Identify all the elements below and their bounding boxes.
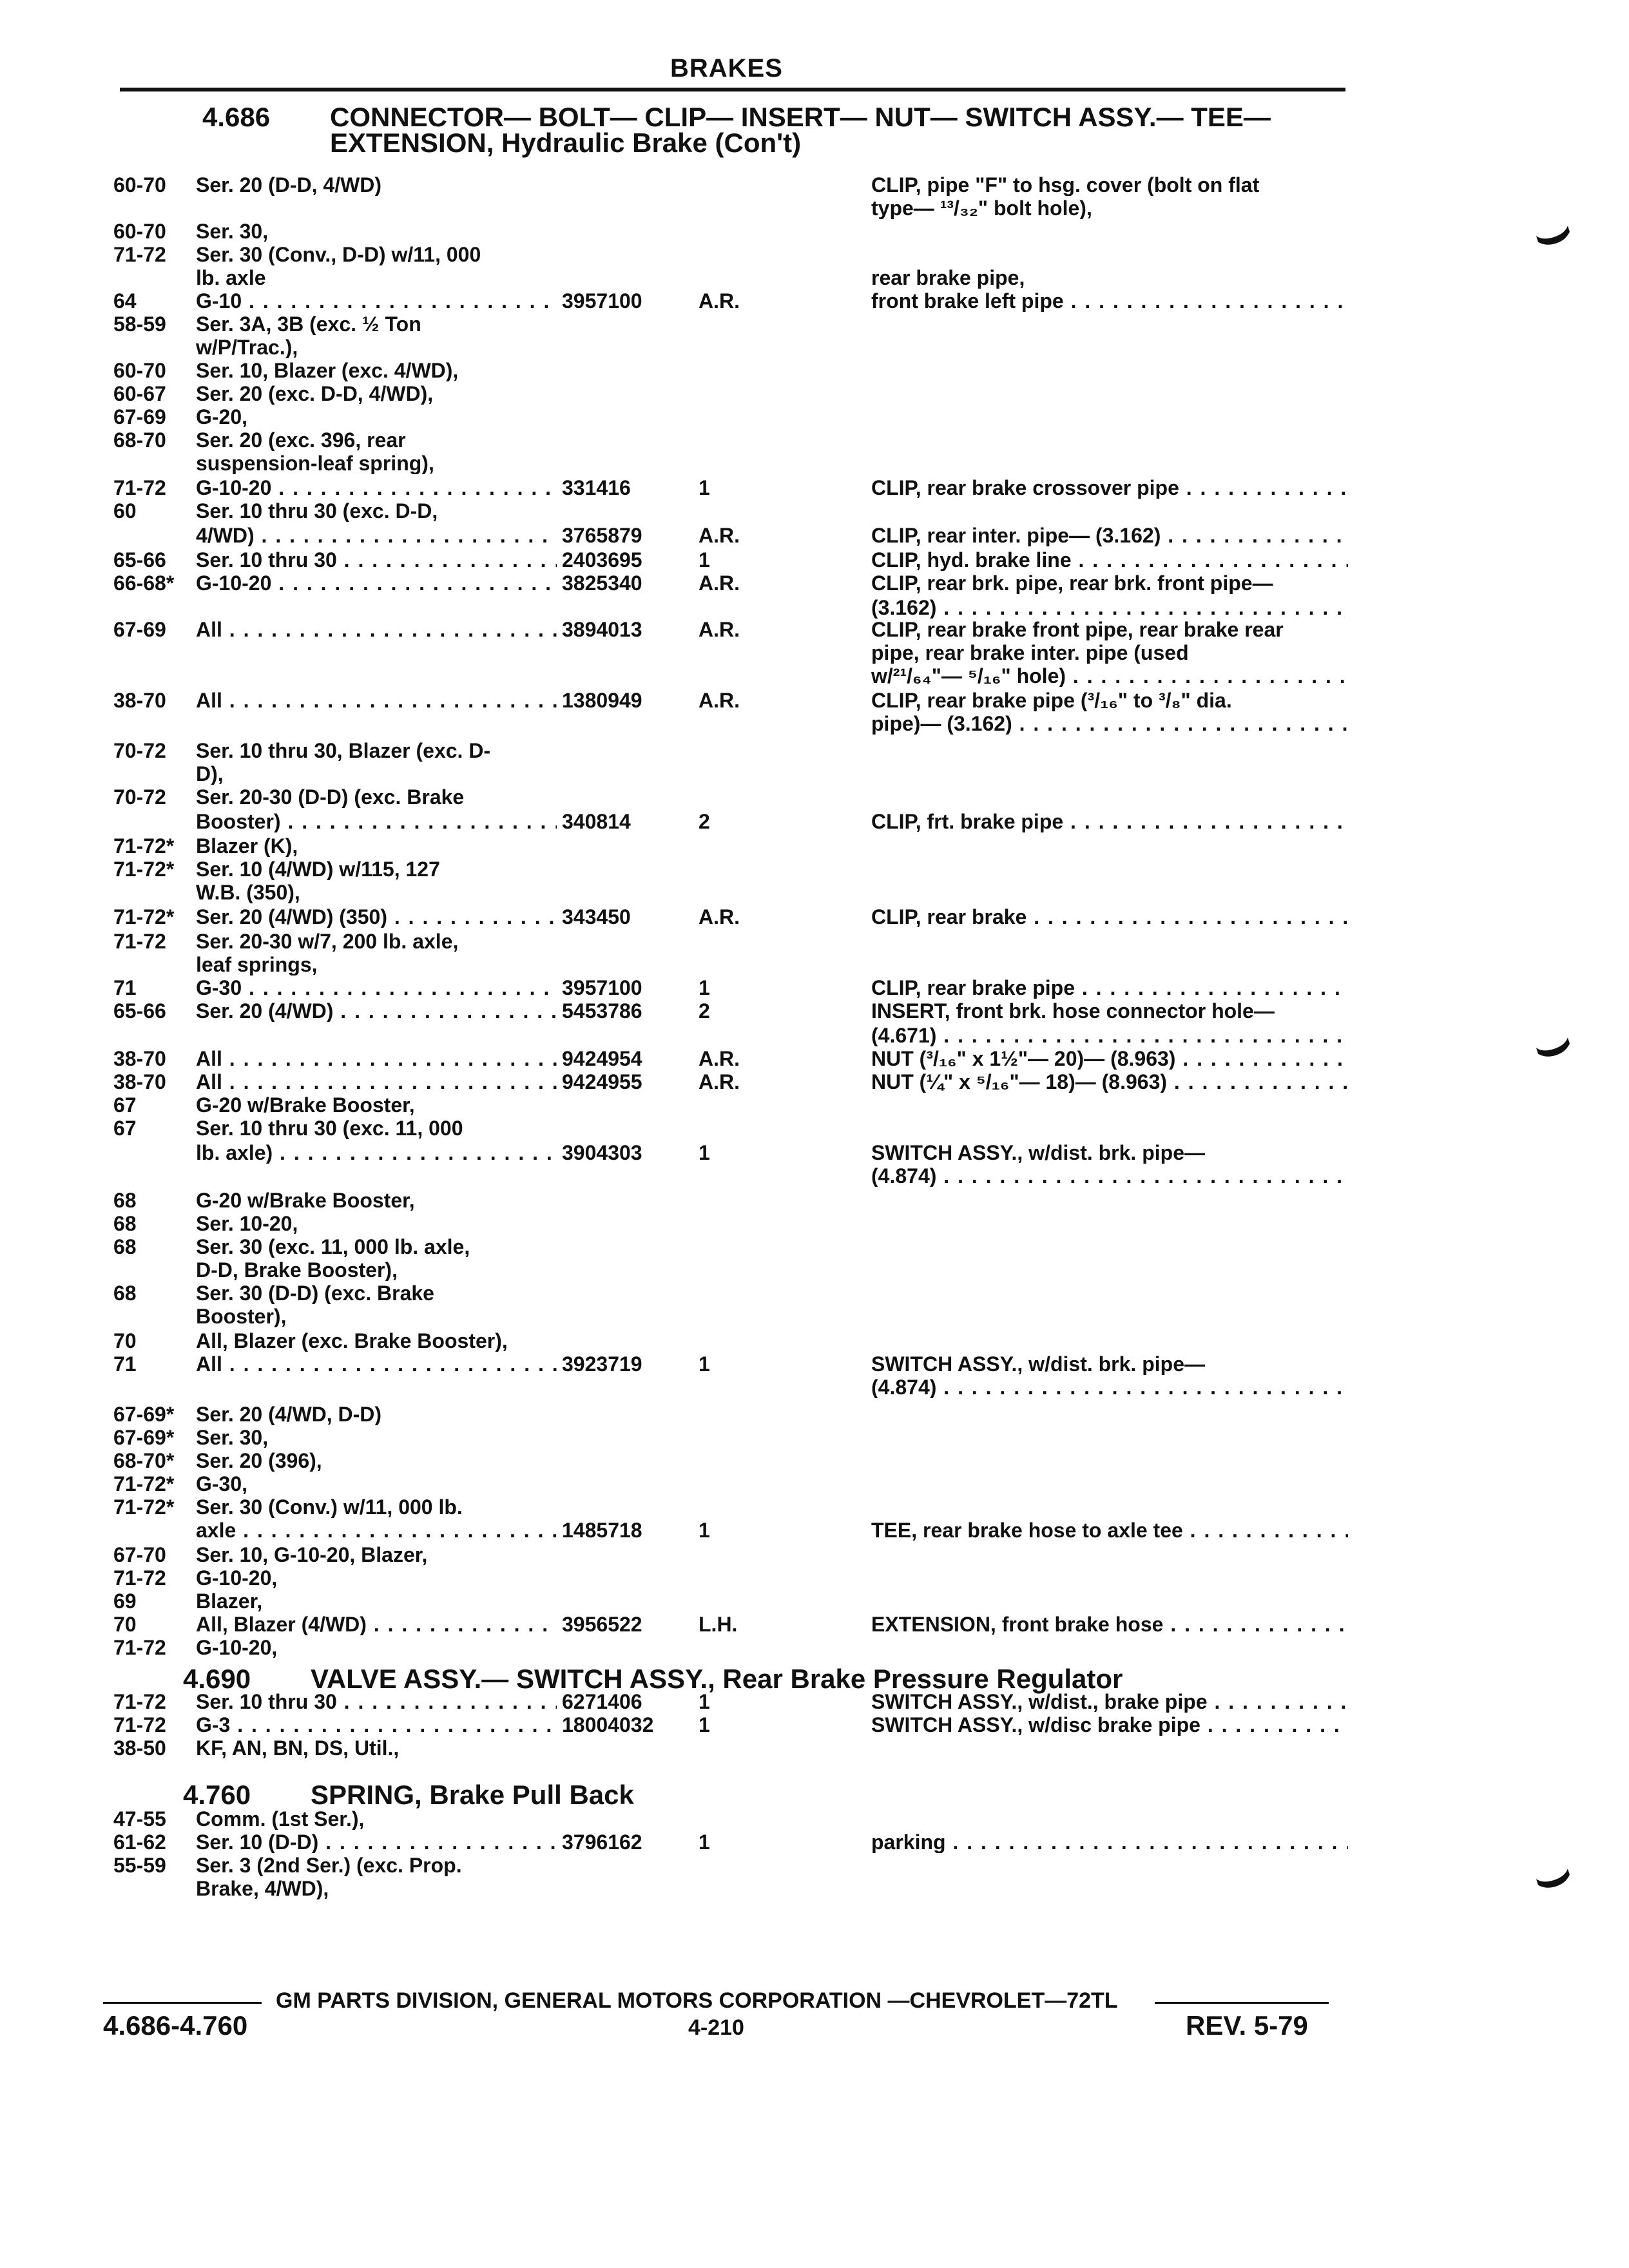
model-years: 71-72 — [113, 1636, 166, 1659]
quantity: L.H. — [699, 1613, 738, 1636]
application: D-D, Brake Booster), — [196, 1259, 398, 1281]
part-number: 1380949 — [562, 689, 642, 712]
application: Ser. 30 (exc. 11, 000 lb. axle, — [196, 1236, 470, 1258]
table-row — [0, 244, 1629, 265]
part-description: CLIP, rear inter. pipe— (3.162) . . . — [871, 524, 1348, 546]
table-row — [0, 763, 1629, 785]
quantity: 1 — [699, 1141, 710, 1164]
application: Ser. 10 thru 30, Blazer (exc. D- — [196, 740, 491, 762]
table-row — [0, 954, 1629, 975]
table-row — [0, 597, 1629, 619]
part-description: CLIP, hyd. brake line . . . — [871, 549, 1348, 571]
part-description: CLIP, rear brake . . . — [871, 906, 1348, 928]
part-description: (4.874) . . . — [871, 1376, 1348, 1398]
part-number: 3956522 — [562, 1613, 642, 1636]
part-description: CLIP, rear brake front pipe, rear brake rear — [871, 619, 1284, 640]
section-title: SPRING, Brake Pull Back — [311, 1780, 634, 1810]
table-row — [0, 267, 1629, 289]
table-row — [0, 1637, 1629, 1658]
part-description: rear brake pipe, — [871, 267, 1025, 289]
table-row — [0, 786, 1629, 808]
application: D), — [196, 763, 224, 785]
table-row — [0, 477, 1629, 499]
table-row — [0, 174, 1629, 196]
application: Ser. 30, — [196, 220, 269, 242]
application: Ser. 30 (Conv., D-D) w/11, 000 — [196, 244, 481, 265]
part-number: 340814 — [562, 810, 631, 833]
model-years: 64 — [113, 289, 137, 312]
table-row — [0, 1737, 1629, 1759]
table-row — [0, 1519, 1629, 1541]
model-years: 69 — [113, 1590, 137, 1613]
quantity: 1 — [699, 1519, 710, 1542]
part-description: SWITCH ASSY., w/dist. brk. pipe— — [871, 1353, 1205, 1375]
model-years: 47-55 — [113, 1807, 166, 1831]
part-description: (3.162) . . . — [871, 597, 1348, 619]
table-row — [0, 1282, 1629, 1304]
header-rule — [120, 88, 1345, 91]
application: Ser. 10 thru 30 (exc. 11, 000 — [196, 1117, 463, 1139]
application: lb. axle) . . . — [196, 1142, 557, 1164]
application: Ser. 30 (D-D) (exc. Brake — [196, 1282, 434, 1304]
part-description: CLIP, rear brake pipe (³/₁₆" to ³/₈" dia. — [871, 689, 1232, 711]
application: Ser. 20-30 w/7, 200 lb. axle, — [196, 930, 459, 952]
table-row — [0, 1878, 1629, 1899]
model-years: 68 — [113, 1282, 137, 1305]
model-years: 71-72 — [113, 1713, 166, 1736]
quantity: A.R. — [699, 1047, 740, 1070]
table-row — [0, 619, 1629, 640]
application: Ser. 10 (4/WD) w/115, 127 — [196, 858, 440, 880]
part-description: parking . . . — [871, 1831, 1348, 1853]
part-number: 3904303 — [562, 1141, 642, 1164]
application: Ser. 10 thru 30 (exc. D-D, — [196, 500, 438, 522]
table-row — [0, 858, 1629, 880]
application: Ser. 30 (Conv.) w/11, 000 lb. — [196, 1496, 463, 1518]
application: All . . . — [196, 1353, 557, 1375]
table-row — [0, 383, 1629, 405]
quantity: A.R. — [699, 905, 740, 928]
model-years: 60-70 — [113, 359, 166, 382]
application: Ser. 30, — [196, 1427, 269, 1448]
quantity: A.R. — [699, 572, 740, 595]
part-number: 6271406 — [562, 1690, 642, 1713]
model-years: 71-72 — [113, 1566, 166, 1590]
part-description: (4.671) . . . — [871, 1024, 1348, 1046]
application: Ser. 3 (2nd Ser.) (exc. Prop. — [196, 1854, 462, 1876]
part-description: CLIP, rear brake pipe . . . — [871, 977, 1348, 999]
section-title: VALVE ASSY.— SWITCH ASSY., Rear Brake Pressure Regulator — [311, 1664, 1123, 1694]
part-description: CLIP, pipe "F" to hsg. cover (bolt on flat — [871, 174, 1260, 196]
application: G-30, — [196, 1473, 248, 1495]
section-code: 4.760 — [183, 1780, 251, 1810]
table-row — [0, 336, 1629, 358]
table-row — [0, 835, 1629, 857]
footer-publisher: GM PARTS DIVISION, GENERAL MOTORS CORPORATION —CHEVROLET—72TL — [276, 1988, 1118, 2013]
table-row — [0, 452, 1629, 474]
part-description: CLIP, frt. brake pipe . . . — [871, 811, 1348, 832]
application: Booster) . . . — [196, 811, 557, 832]
table-row — [0, 930, 1629, 952]
quantity: 1 — [699, 1831, 710, 1854]
application: Ser. 20 (D-D, 4/WD) — [196, 174, 382, 196]
table-row — [0, 1854, 1629, 1876]
quantity: 1 — [699, 548, 710, 572]
application: All . . . — [196, 689, 557, 711]
section-code: 4.686 — [202, 102, 271, 132]
table-row — [0, 1142, 1629, 1164]
section-title-continued: EXTENSION, Hydraulic Brake (Con't) — [330, 128, 802, 158]
model-years: 60 — [113, 499, 137, 523]
section-title: CONNECTOR— BOLT— CLIP— INSERT— NUT— SWITCH ASSY.— TEE— — [330, 102, 1271, 132]
table-row — [0, 1714, 1629, 1736]
application: Ser. 10, G-10-20, Blazer, — [196, 1544, 428, 1566]
model-years: 65-66 — [113, 548, 166, 572]
application: G-30 . . . — [196, 977, 557, 999]
footer-page-number: 4-210 — [688, 2015, 744, 2040]
part-number: 3796162 — [562, 1831, 642, 1854]
application: Blazer (K), — [196, 835, 298, 857]
model-years: 65-66 — [113, 999, 166, 1023]
part-description: front brake left pipe . . . — [871, 290, 1348, 312]
application: Booster), — [196, 1305, 287, 1327]
part-description: EXTENSION, front brake hose . . . — [871, 1613, 1348, 1635]
part-description: INSERT, front brk. hose connector hole— — [871, 1000, 1275, 1022]
quantity: 1 — [699, 1713, 710, 1736]
table-row — [0, 220, 1629, 242]
table-row — [0, 1590, 1629, 1612]
part-description: TEE, rear brake hose to axle tee . . . — [871, 1519, 1348, 1541]
part-description: pipe, rear brake inter. pipe (used — [871, 642, 1189, 664]
application: Ser. 3A, 3B (exc. ½ Ton — [196, 313, 421, 335]
table-row — [0, 740, 1629, 762]
model-years: 68 — [113, 1235, 137, 1258]
model-years: 61-62 — [113, 1831, 166, 1854]
model-years: 70-72 — [113, 739, 166, 762]
application: Ser. 10 thru 30 . . . — [196, 549, 557, 571]
part-number: 2403695 — [562, 548, 642, 572]
footer-rule — [103, 2002, 262, 2004]
application: KF, AN, BN, DS, Util., — [196, 1737, 400, 1759]
table-row — [0, 1808, 1629, 1830]
model-years: 67-69 — [113, 405, 166, 428]
table-row — [0, 1117, 1629, 1139]
footer-revision: REV. 5-79 — [1186, 2010, 1308, 2041]
table-row — [0, 500, 1629, 522]
model-years: 58-59 — [113, 312, 166, 336]
table-row — [0, 1305, 1629, 1327]
model-years: 55-59 — [113, 1854, 166, 1877]
model-years: 70-72 — [113, 785, 166, 809]
model-years: 67 — [113, 1117, 137, 1140]
table-row — [0, 1450, 1629, 1472]
application: G-20, — [196, 406, 248, 428]
model-years: 71-72* — [113, 858, 175, 881]
part-description: SWITCH ASSY., w/dist., brake pipe . . . — [871, 1691, 1348, 1713]
table-row — [0, 1000, 1629, 1022]
table-row — [0, 881, 1629, 903]
model-years: 68-70 — [113, 428, 166, 452]
application: leaf springs, — [196, 954, 318, 975]
part-number: 1485718 — [562, 1519, 642, 1542]
model-years: 60-70 — [113, 173, 166, 197]
table-row — [0, 665, 1629, 687]
application: W.B. (350), — [196, 881, 300, 903]
application: G-20 w/Brake Booster, — [196, 1189, 415, 1211]
part-number: 9424954 — [562, 1047, 642, 1070]
application: 4/WD) . . . — [196, 524, 557, 546]
model-years: 70 — [113, 1613, 137, 1636]
page-header-title: BRAKES — [670, 54, 783, 82]
application: G-20 w/Brake Booster, — [196, 1094, 415, 1116]
application: Ser. 10-20, — [196, 1213, 298, 1235]
part-description: w/²¹/₆₄"— ⁵/₁₆" hole) . . . — [871, 665, 1348, 687]
table-row — [0, 524, 1629, 546]
application: Blazer, — [196, 1590, 263, 1612]
quantity: 2 — [699, 810, 710, 833]
model-years: 67 — [113, 1093, 137, 1117]
application: All . . . — [196, 1048, 557, 1070]
part-number: 3825340 — [562, 572, 642, 595]
table-row — [0, 313, 1629, 335]
quantity: 1 — [699, 1690, 710, 1713]
model-years: 67-69* — [113, 1403, 175, 1426]
application: Ser. 20 (4/WD) (350) . . . — [196, 906, 557, 928]
model-years: 71-72* — [113, 1472, 175, 1495]
table-row — [0, 977, 1629, 999]
application: suspension-leaf spring), — [196, 452, 434, 474]
table-row — [0, 1189, 1629, 1211]
model-years: 66-68* — [113, 572, 175, 595]
table-row — [0, 406, 1629, 428]
model-years: 71-72 — [113, 1690, 166, 1713]
part-number: 18004032 — [562, 1713, 654, 1736]
margin-mark: ⌣ — [1524, 196, 1581, 269]
model-years: 71-72 — [113, 243, 166, 266]
footer-section-range: 4.686-4.760 — [103, 2010, 248, 2041]
table-row — [0, 1376, 1629, 1398]
quantity: A.R. — [699, 618, 740, 641]
part-number: 3765879 — [562, 524, 642, 547]
table-row — [0, 713, 1629, 735]
part-number: 5453786 — [562, 999, 642, 1023]
application: G-10-20 . . . — [196, 477, 557, 499]
model-years: 60-70 — [113, 220, 166, 243]
table-row — [0, 429, 1629, 451]
part-description: type— ¹³/₃₂" bolt hole), — [871, 197, 1092, 219]
part-number: 3894013 — [562, 618, 642, 641]
part-description: CLIP, rear brake crossover pipe . . . — [871, 477, 1348, 499]
quantity: A.R. — [699, 524, 740, 547]
application: G-10 . . . — [196, 290, 557, 312]
table-row — [0, 290, 1629, 312]
application: All . . . — [196, 1071, 557, 1093]
margin-mark: ⌣ — [1524, 1839, 1581, 1912]
quantity: A.R. — [699, 1070, 740, 1093]
quantity: 1 — [699, 476, 710, 499]
application: G-10-20, — [196, 1637, 278, 1658]
part-description: SWITCH ASSY., w/dist. brk. pipe— — [871, 1142, 1205, 1164]
table-row — [0, 1613, 1629, 1635]
table-row — [0, 1165, 1629, 1187]
table-row — [0, 642, 1629, 664]
application: Comm. (1st Ser.), — [196, 1808, 365, 1830]
quantity: 2 — [699, 999, 710, 1023]
model-years: 38-70 — [113, 689, 166, 712]
model-years: 38-70 — [113, 1070, 166, 1093]
model-years: 71-72* — [113, 834, 175, 858]
table-row — [0, 1496, 1629, 1518]
part-description: pipe)— (3.162) . . . — [871, 713, 1348, 735]
model-years: 71 — [113, 1352, 137, 1376]
table-row — [0, 906, 1629, 928]
margin-mark: ⌣ — [1524, 1008, 1581, 1081]
part-description: SWITCH ASSY., w/disc brake pipe . . . — [871, 1714, 1348, 1736]
application: All . . . — [196, 619, 557, 640]
model-years: 71-72 — [113, 476, 166, 499]
table-row — [0, 549, 1629, 571]
model-years: 68 — [113, 1212, 137, 1235]
table-row — [0, 1259, 1629, 1281]
table-row — [0, 1236, 1629, 1258]
application: All, Blazer (4/WD) . . . — [196, 1613, 557, 1635]
model-years: 67-69 — [113, 618, 166, 641]
table-row — [0, 1213, 1629, 1235]
part-number: 3957100 — [562, 976, 642, 999]
model-years: 38-50 — [113, 1736, 166, 1760]
model-years: 68-70* — [113, 1449, 175, 1472]
application: w/P/Trac.), — [196, 336, 298, 358]
table-row — [0, 811, 1629, 832]
application: Ser. 20 (4/WD) . . . — [196, 1000, 557, 1022]
application: Ser. 20-30 (D-D) (exc. Brake — [196, 786, 465, 808]
table-row — [0, 1024, 1629, 1046]
table-row — [0, 1330, 1629, 1352]
model-years: 71-72* — [113, 905, 175, 928]
quantity: A.R. — [699, 689, 740, 712]
table-row — [0, 1544, 1629, 1566]
application: Ser. 20 (396), — [196, 1450, 322, 1472]
part-number: 3957100 — [562, 289, 642, 312]
model-years: 38-70 — [113, 1047, 166, 1070]
table-row — [0, 1353, 1629, 1375]
application: G-3 . . . — [196, 1714, 557, 1736]
table-row — [0, 197, 1629, 219]
part-description: (4.874) . . . — [871, 1165, 1348, 1187]
table-row — [0, 1831, 1629, 1853]
table-row — [0, 1567, 1629, 1589]
application: Ser. 10 thru 30 . . . — [196, 1691, 557, 1713]
table-row — [0, 689, 1629, 711]
table-row — [0, 1071, 1629, 1093]
model-years: 71-72* — [113, 1495, 175, 1519]
part-number: 9424955 — [562, 1070, 642, 1093]
quantity: 1 — [699, 976, 710, 999]
part-description: CLIP, rear brk. pipe, rear brk. front pipe— — [871, 572, 1273, 594]
model-years: 67-69* — [113, 1426, 175, 1449]
table-row — [0, 1427, 1629, 1448]
part-description: NUT (³/₁₆" x 1½"— 20)— (8.963) . . . — [871, 1048, 1348, 1070]
application: Ser. 10 (D-D) . . . — [196, 1831, 557, 1853]
model-years: 60-67 — [113, 382, 166, 405]
part-number: 331416 — [562, 476, 631, 499]
part-number: 3923719 — [562, 1352, 642, 1376]
model-years: 71 — [113, 976, 137, 999]
part-description: NUT (¼" x ⁵/₁₆"— 18)— (8.963) . . . — [871, 1071, 1348, 1093]
model-years: 70 — [113, 1329, 137, 1352]
application: Brake, 4/WD), — [196, 1878, 329, 1899]
model-years: 68 — [113, 1189, 137, 1212]
application: G-10-20 . . . — [196, 572, 557, 594]
model-years: 71-72 — [113, 930, 166, 953]
application: axle . . . — [196, 1519, 557, 1541]
quantity: 1 — [699, 1352, 710, 1376]
table-row — [0, 1403, 1629, 1425]
application: Ser. 20 (exc. 396, rear — [196, 429, 406, 451]
table-row — [0, 1094, 1629, 1116]
table-row — [0, 572, 1629, 594]
application: lb. axle — [196, 267, 266, 289]
application: Ser. 20 (exc. D-D, 4/WD), — [196, 383, 434, 405]
table-row — [0, 360, 1629, 381]
application: All, Blazer (exc. Brake Booster), — [196, 1330, 508, 1352]
application: Ser. 20 (4/WD, D-D) — [196, 1403, 382, 1425]
application: G-10-20, — [196, 1567, 278, 1589]
footer-rule — [1155, 2002, 1329, 2004]
application: Ser. 10, Blazer (exc. 4/WD), — [196, 360, 459, 381]
section-code: 4.690 — [183, 1664, 251, 1694]
model-years: 67-70 — [113, 1543, 166, 1566]
table-row — [0, 1048, 1629, 1070]
part-number: 343450 — [562, 905, 631, 928]
quantity: A.R. — [699, 289, 740, 312]
table-row — [0, 1473, 1629, 1495]
